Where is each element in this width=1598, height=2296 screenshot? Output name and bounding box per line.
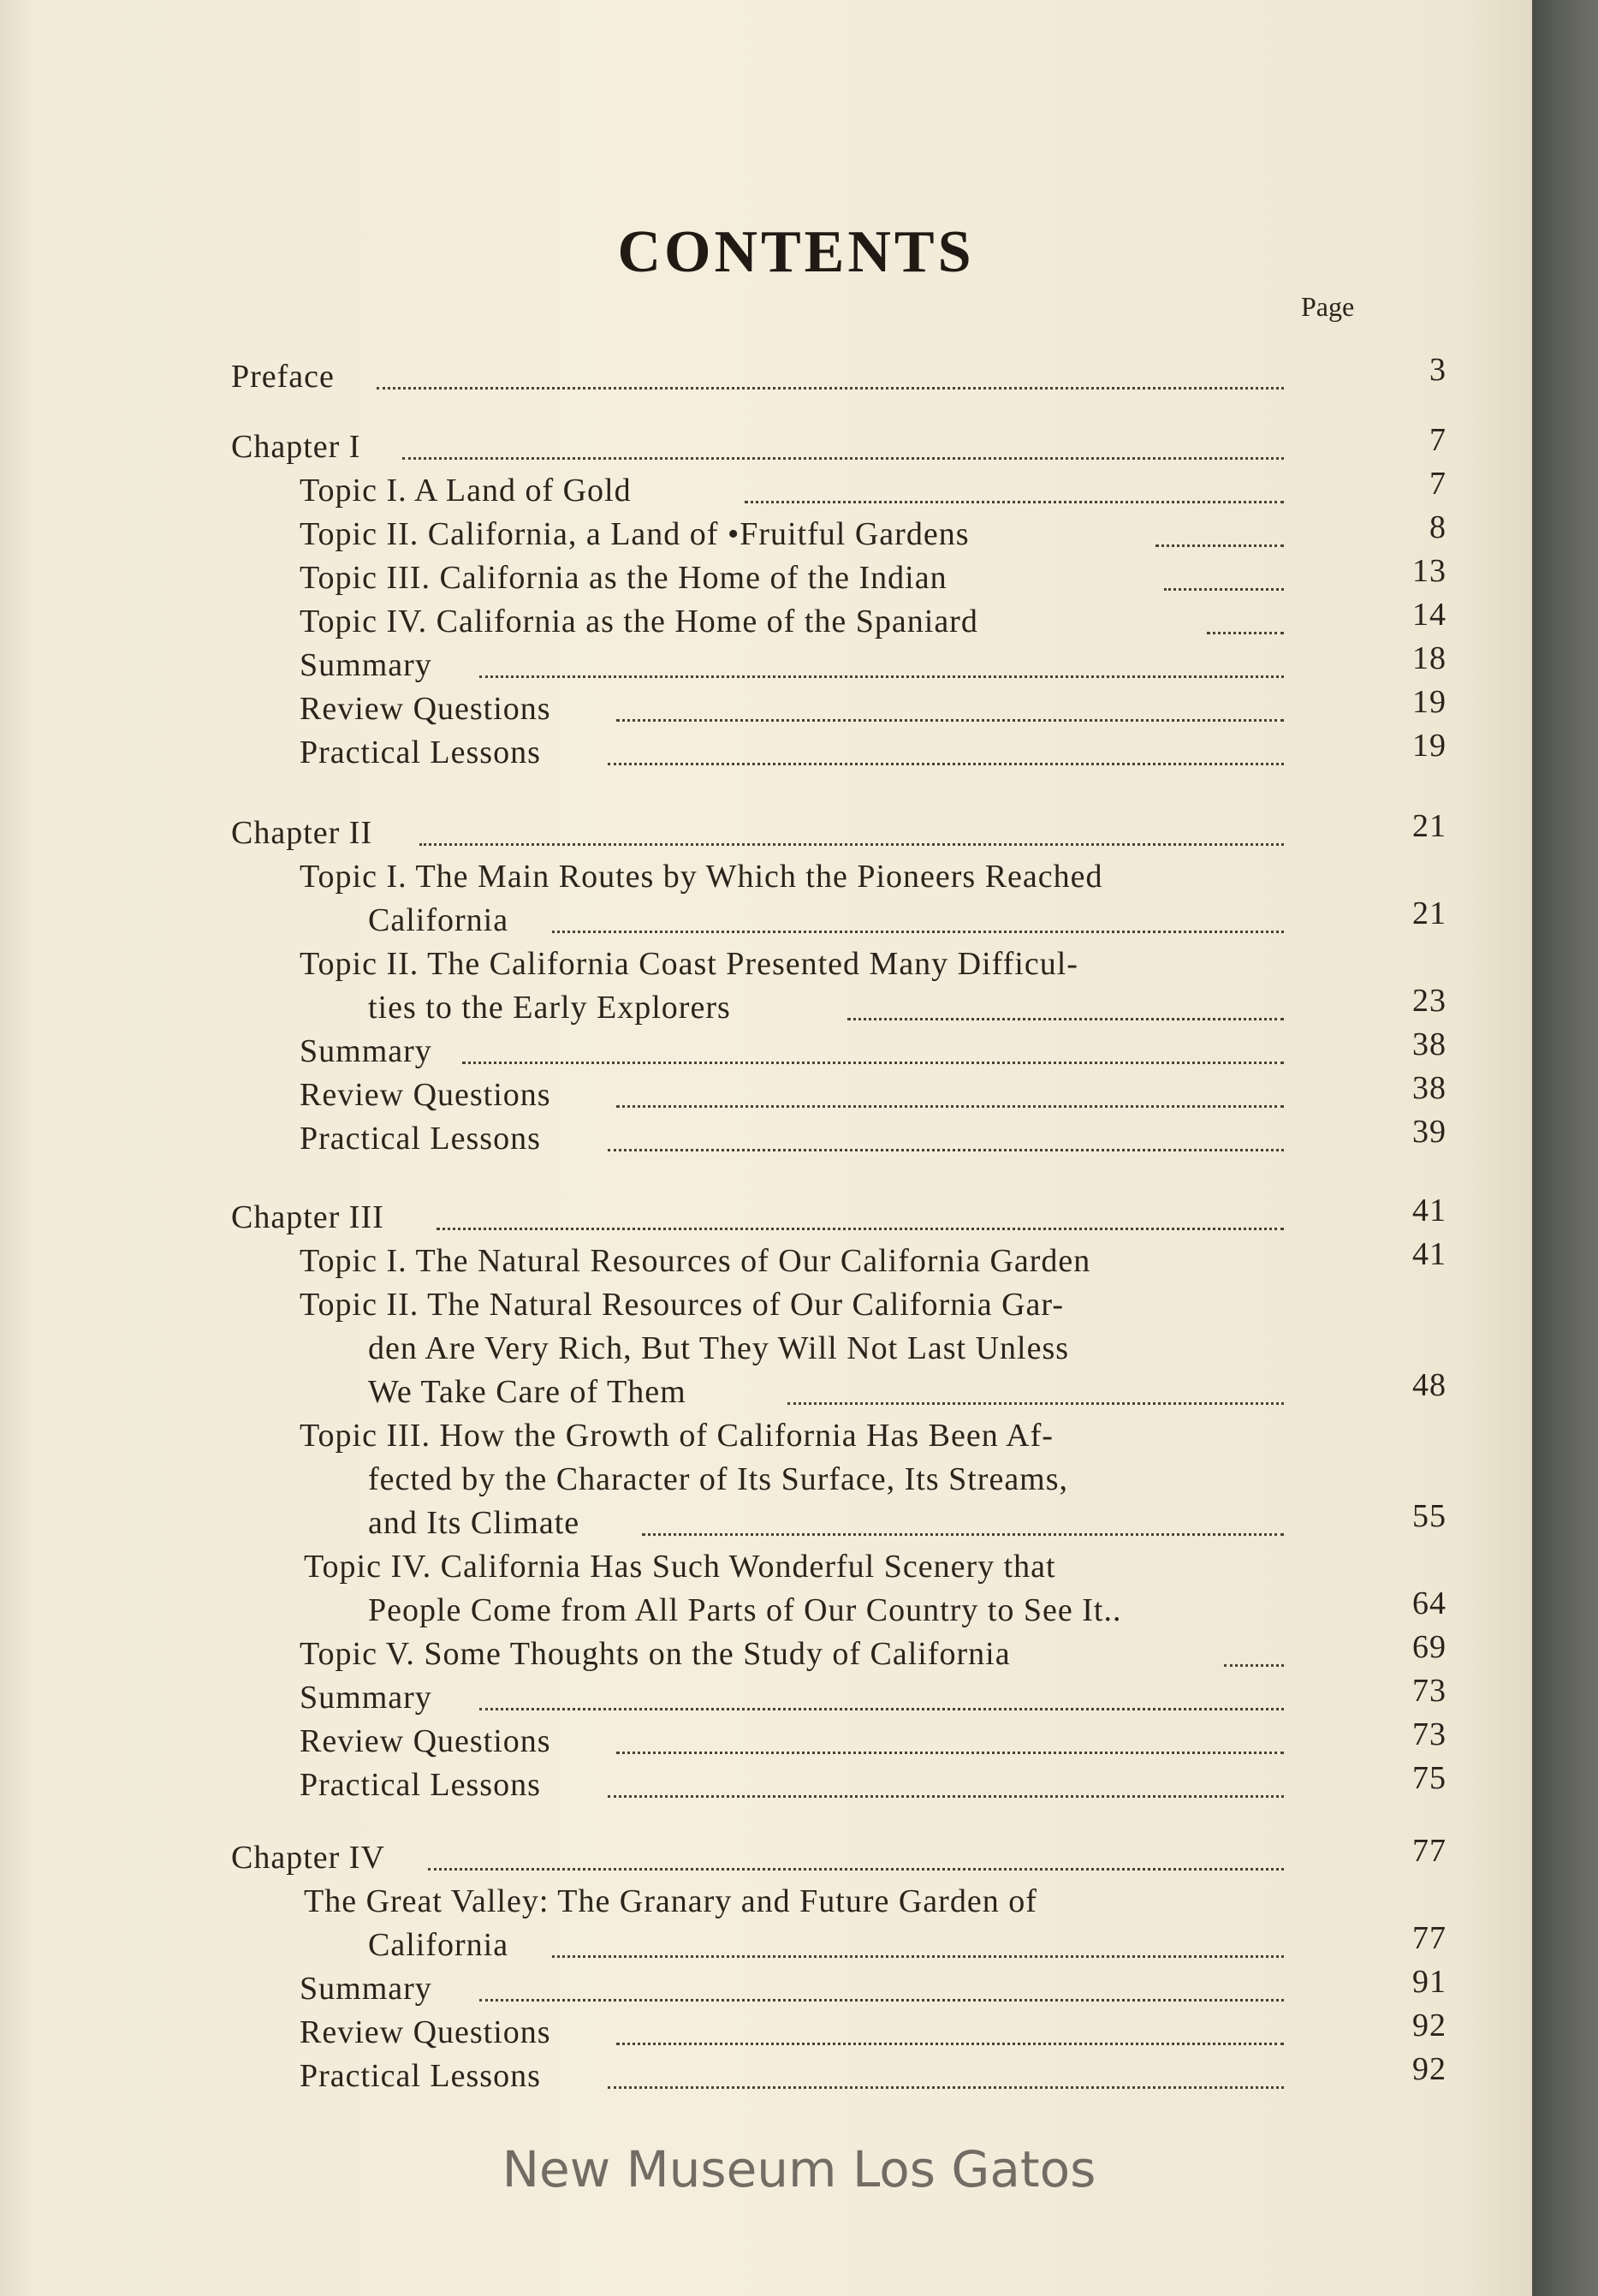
- toc-entry-chapter-3: [231, 1193, 1447, 1239]
- dot-leader: [428, 1868, 1284, 1871]
- toc-entry-ch4-summary: [300, 1964, 1447, 2010]
- toc-page-number: 48: [1412, 1367, 1447, 1403]
- toc-page-number: 21: [1412, 808, 1447, 844]
- toc-page-number: 38: [1412, 1070, 1447, 1106]
- toc-label: Topic IV. California as the Home of the Spaniard: [300, 604, 978, 639]
- toc-entry-ch4-practical: [300, 2051, 1447, 2097]
- toc-label: Topic I. A Land of Gold: [300, 473, 632, 509]
- watermark: New Museum Los Gatos: [502, 2140, 1096, 2198]
- toc-label: We Take Care of Them: [368, 1374, 686, 1410]
- page-column-header: Page: [1301, 291, 1355, 322]
- toc-entry-ch3-topic-2-line-1: Topic II. The Natural Resources of Our California Gar-: [300, 1287, 1064, 1323]
- dot-leader: [608, 1795, 1284, 1798]
- toc-page-number: 75: [1412, 1760, 1447, 1796]
- toc-entry-ch1-topic-4: [300, 597, 1447, 643]
- toc-page-number: 92: [1412, 2008, 1447, 2043]
- dot-leader: [608, 1149, 1284, 1151]
- toc-entry-ch1-review: [300, 684, 1447, 730]
- dot-leader: [419, 843, 1284, 846]
- toc-page-number: 41: [1412, 1193, 1447, 1228]
- toc-page-number: 77: [1412, 1833, 1447, 1869]
- toc-entry-ch3-topic-3-line-1: Topic III. How the Growth of California Has Been Af-: [300, 1418, 1054, 1454]
- toc-page-number: 3: [1429, 352, 1447, 388]
- dot-leader: [1207, 632, 1284, 634]
- dot-leader: [608, 2086, 1284, 2089]
- toc-entry-chapter-2: [231, 808, 1447, 854]
- toc-entry-ch4-topic-1-line-1: The Great Valley: The Granary and Future Garden of: [304, 1883, 1037, 1919]
- dot-leader: [616, 719, 1284, 722]
- toc-page-number: 64: [1412, 1585, 1447, 1621]
- toc-page-number: 21: [1412, 895, 1447, 931]
- toc-label: Summary: [300, 1033, 432, 1069]
- book-binding-edge: [1532, 0, 1598, 2296]
- toc-entry-chapter-1: [231, 422, 1447, 468]
- dot-leader: [787, 1402, 1284, 1405]
- dot-leader: [1224, 1664, 1284, 1667]
- toc-label: Chapter III: [231, 1199, 384, 1235]
- toc-page-number: 77: [1412, 1920, 1447, 1956]
- toc-entry-ch3-review: [300, 1716, 1447, 1763]
- toc-entry-ch1-topic-2: [300, 509, 1447, 556]
- toc-page-number: 69: [1412, 1629, 1447, 1665]
- toc-entry-ch2-topic-2: [368, 983, 1447, 1029]
- dot-leader: [1164, 588, 1284, 591]
- toc-entry-ch4-review: [300, 2008, 1447, 2054]
- toc-entry-chapter-4: [231, 1833, 1447, 1879]
- toc-entry-ch3-practical: [300, 1760, 1447, 1806]
- toc-page-number: 41: [1412, 1236, 1447, 1272]
- toc-label: People Come from All Parts of Our Country to See It..: [368, 1592, 1122, 1628]
- toc-label: ties to the Early Explorers: [368, 990, 731, 1026]
- dot-leader: [479, 1708, 1284, 1710]
- toc-label: Chapter IV: [231, 1840, 385, 1876]
- toc-entry-ch3-topic-4-line-1: Topic IV. California Has Such Wonderful Scenery that: [304, 1549, 1056, 1585]
- toc-page-number: 14: [1412, 597, 1447, 633]
- toc-page-number: 73: [1412, 1716, 1447, 1752]
- toc-entry-ch1-topic-1: [300, 466, 1447, 512]
- toc-label: Topic III. California as the Home of the Indian: [300, 560, 948, 596]
- toc-entry-ch3-topic-1: [300, 1236, 1447, 1282]
- toc-label: Chapter II: [231, 815, 373, 851]
- toc-entry-ch2-summary: [300, 1026, 1447, 1073]
- toc-label: Topic I. The Natural Resources of Our California Garden: [300, 1243, 1091, 1279]
- toc-label: Review Questions: [300, 1723, 551, 1759]
- toc-entry-ch2-topic-1: [368, 895, 1447, 942]
- dot-leader: [479, 1999, 1284, 2002]
- toc-page-number: 19: [1412, 728, 1447, 764]
- toc-page-number: 92: [1412, 2051, 1447, 2087]
- toc-entry-ch1-summary: [300, 640, 1447, 687]
- toc-entry-ch3-topic-2-line-2: den Are Very Rich, But They Will Not Last Unless: [368, 1330, 1070, 1366]
- toc-label: Chapter I: [231, 429, 361, 465]
- toc-entry-preface: [231, 352, 1447, 398]
- toc-label: Practical Lessons: [300, 1121, 541, 1157]
- toc-entry-ch4-topic-1: [368, 1920, 1447, 1966]
- dot-leader: [552, 931, 1284, 933]
- toc-page-number: 7: [1429, 466, 1447, 502]
- toc-entry-ch3-topic-4: [368, 1585, 1447, 1632]
- toc-page-number: 23: [1412, 983, 1447, 1019]
- dot-leader: [552, 1955, 1284, 1958]
- toc-label: Practical Lessons: [300, 735, 541, 770]
- toc-entry-ch3-topic-5: [300, 1629, 1447, 1675]
- dot-leader: [437, 1228, 1284, 1230]
- toc-label: California: [368, 902, 509, 938]
- toc-label: Practical Lessons: [300, 2058, 541, 2094]
- toc-entry-ch1-practical: [300, 728, 1447, 774]
- dot-leader: [377, 387, 1284, 390]
- dot-leader: [402, 457, 1284, 460]
- toc-label: Review Questions: [300, 2014, 551, 2050]
- toc-label: Summary: [300, 1971, 432, 2007]
- toc-page-number: 8: [1429, 509, 1447, 545]
- toc-entry-ch1-topic-3: [300, 553, 1447, 599]
- dot-leader: [616, 1105, 1284, 1108]
- page-title: CONTENTS: [617, 219, 975, 285]
- toc-entry-ch3-summary: [300, 1673, 1447, 1719]
- toc-page-number: 55: [1412, 1498, 1447, 1534]
- toc-page-number: 73: [1412, 1673, 1447, 1709]
- toc-page-number: 7: [1429, 422, 1447, 458]
- toc-label: Review Questions: [300, 691, 551, 727]
- toc-page-number: 18: [1412, 640, 1447, 676]
- toc-label: and Its Climate: [368, 1505, 580, 1541]
- dot-leader: [616, 1752, 1284, 1754]
- toc-label: Summary: [300, 647, 432, 683]
- dot-leader: [608, 763, 1284, 765]
- dot-leader: [616, 2043, 1284, 2045]
- toc-label: California: [368, 1927, 509, 1963]
- toc-label: Topic V. Some Thoughts on the Study of California: [300, 1636, 1011, 1672]
- toc-label: Preface: [231, 359, 335, 395]
- toc-entry-ch3-topic-3-line-2: fected by the Character of Its Surface, Its Streams,: [368, 1461, 1069, 1497]
- toc-entry-ch2-topic-1-line-1: Topic I. The Main Routes by Which the Pioneers Reached: [300, 859, 1103, 895]
- dot-leader: [462, 1062, 1284, 1064]
- dot-leader: [642, 1533, 1284, 1536]
- toc-page-number: 38: [1412, 1026, 1447, 1062]
- toc-entry-ch2-topic-2-line-1: Topic II. The California Coast Presented Many Difficul-: [300, 946, 1078, 982]
- toc-label: Practical Lessons: [300, 1767, 541, 1803]
- toc-entry-ch2-practical: [300, 1114, 1447, 1160]
- dot-leader: [1155, 544, 1284, 547]
- toc-label: Summary: [300, 1680, 432, 1716]
- toc-entry-ch3-topic-3: [368, 1498, 1447, 1544]
- dot-leader: [745, 501, 1284, 503]
- toc-page-number: 91: [1412, 1964, 1447, 2000]
- toc-page-number: 39: [1412, 1114, 1447, 1150]
- toc-label: Review Questions: [300, 1077, 551, 1113]
- toc-entry-ch2-review: [300, 1070, 1447, 1116]
- toc-label: Topic II. California, a Land of •Fruitful Gardens: [300, 516, 970, 552]
- dot-leader: [847, 1018, 1284, 1020]
- toc-entry-ch3-topic-2: [368, 1367, 1447, 1413]
- toc-page-number: 19: [1412, 684, 1447, 720]
- toc-page-number: 13: [1412, 553, 1447, 589]
- dot-leader: [479, 675, 1284, 678]
